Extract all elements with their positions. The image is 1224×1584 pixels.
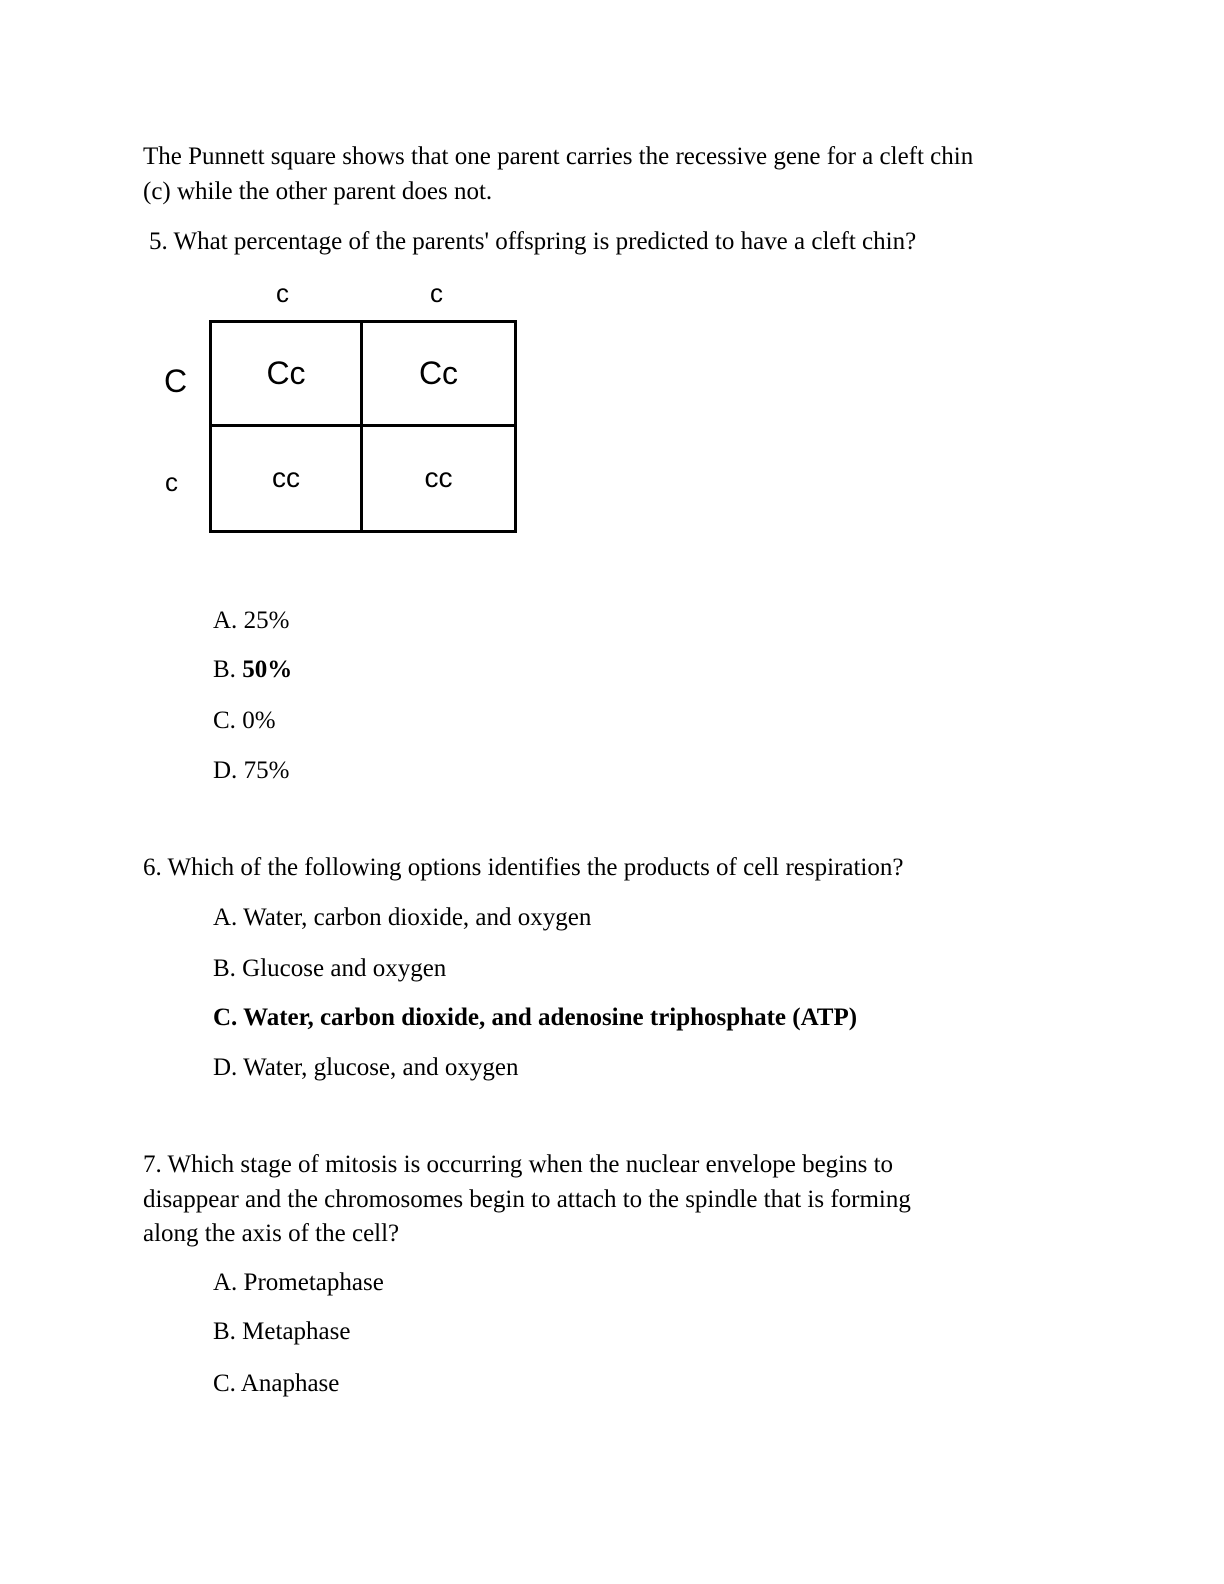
q7-option-b: B. Metaphase bbox=[213, 1318, 351, 1345]
option-text-correct: 50% bbox=[242, 656, 293, 683]
intro-line-2: (c) while the other parent does not. bbox=[143, 178, 493, 205]
option-letter: C. bbox=[213, 707, 236, 734]
punnett-cell: cc bbox=[212, 427, 363, 531]
q5-option-c bbox=[213, 704, 276, 738]
punnett-top-label-1: c bbox=[276, 278, 289, 308]
option-letter: A. bbox=[213, 607, 238, 634]
q6-option-b: B. Glucose and oxygen bbox=[213, 955, 447, 982]
option-letter: B. bbox=[213, 656, 236, 683]
option-text: 0% bbox=[242, 707, 276, 734]
question-5: 5. What percentage of the parents' offspring is predicted to have a cleft chin? bbox=[149, 228, 917, 255]
q7-option-a: A. Prometaphase bbox=[213, 1269, 384, 1296]
q6-option-c-correct: C. Water, carbon dioxide, and adenosine triphosphate (ATP) bbox=[213, 1004, 858, 1031]
q5-option-b bbox=[213, 653, 292, 687]
option-text: 25% bbox=[243, 607, 290, 634]
punnett-side-label-1: C bbox=[164, 363, 188, 399]
option-letter: D. bbox=[213, 757, 238, 784]
question-7-line-1: 7. Which stage of mitosis is occurring when the nuclear envelope begins to bbox=[143, 1151, 894, 1178]
punnett-grid bbox=[209, 320, 517, 533]
punnett-cell: cc bbox=[424, 462, 453, 494]
question-7-line-2: disappear and the chromosomes begin to attach to the spindle that is forming bbox=[143, 1186, 911, 1213]
q7-option-c: C. Anaphase bbox=[213, 1370, 340, 1397]
punnett-cell: Cc bbox=[212, 323, 363, 427]
q6-option-d: D. Water, glucose, and oxygen bbox=[213, 1054, 519, 1081]
question-7-line-3: along the axis of the cell? bbox=[143, 1220, 400, 1247]
punnett-cell: Cc bbox=[363, 323, 514, 427]
question-6: 6. Which of the following options identifies the products of cell respiration? bbox=[143, 854, 904, 881]
intro-line-1: The Punnett square shows that one parent carries the recessive gene for a cleft chin bbox=[143, 143, 974, 170]
q5-option-a bbox=[213, 604, 289, 638]
option-text: 75% bbox=[243, 757, 290, 784]
punnett-top-label-2: c bbox=[430, 278, 443, 308]
q6-option-a: A. Water, carbon dioxide, and oxygen bbox=[213, 904, 592, 931]
punnett-side-label-2: c bbox=[165, 467, 178, 497]
q5-option-d bbox=[213, 754, 289, 788]
